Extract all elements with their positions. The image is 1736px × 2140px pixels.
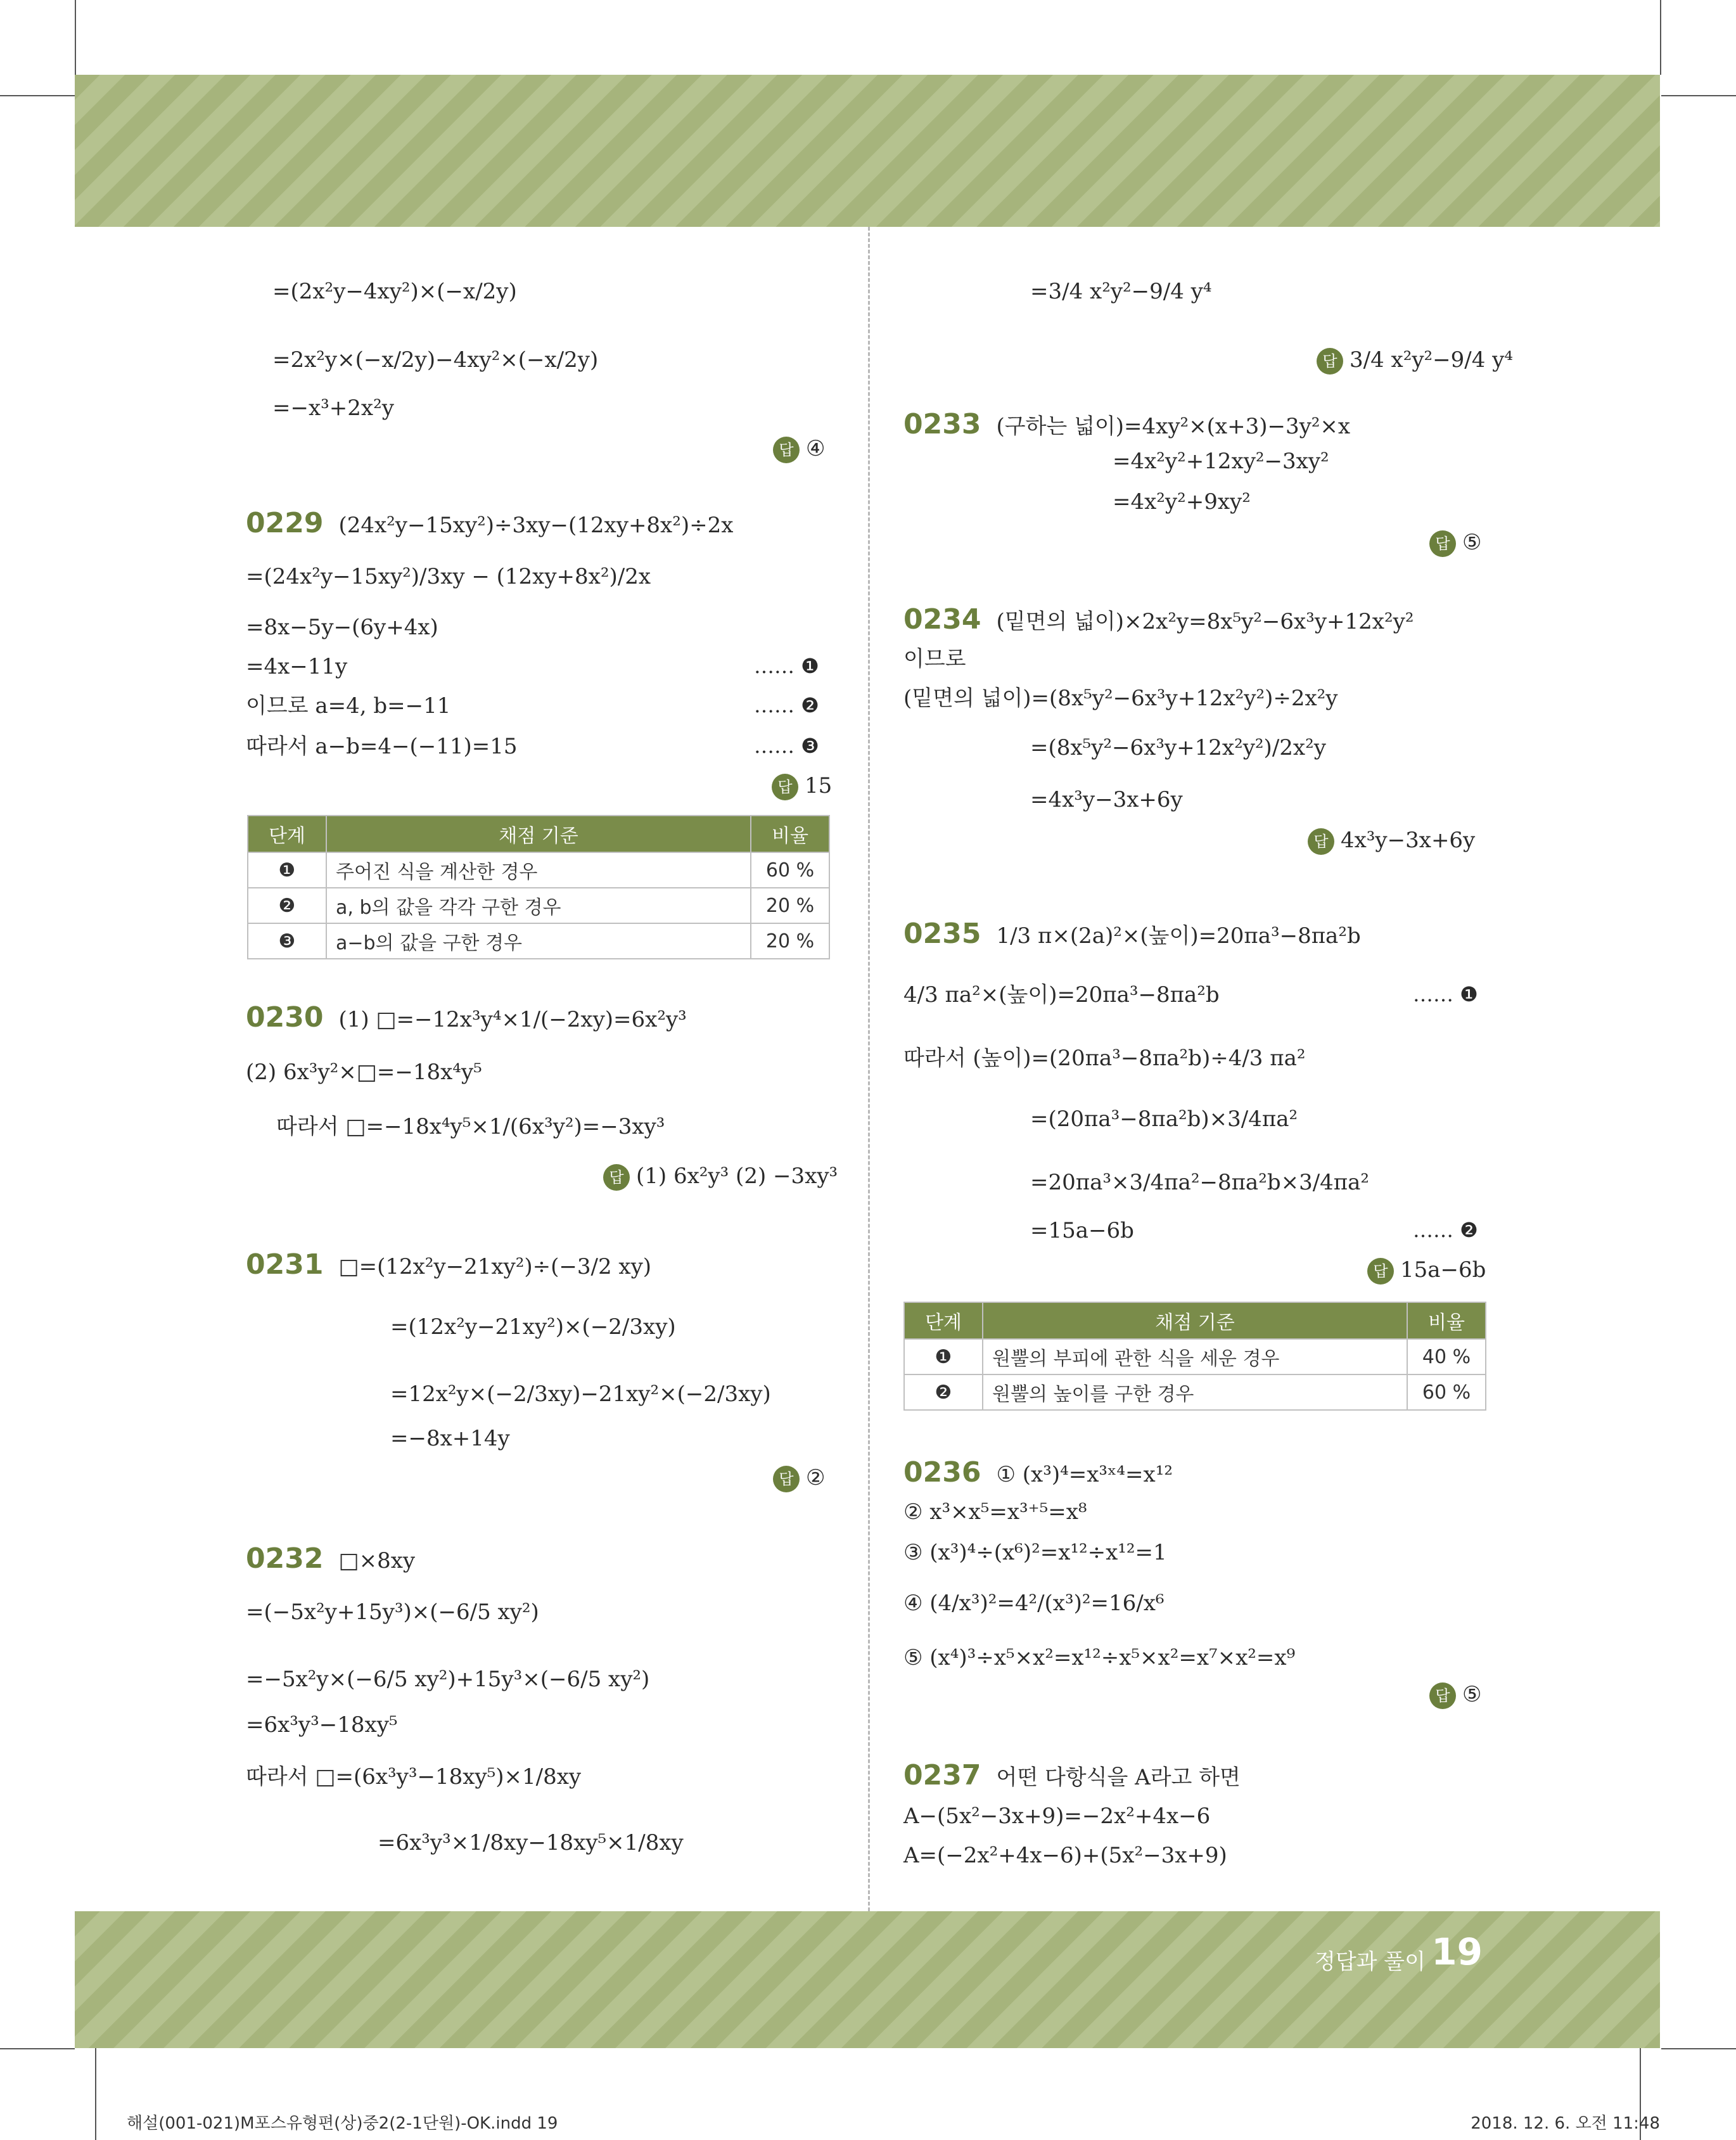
answer-value: ⑤: [1462, 530, 1482, 555]
math-line: □=(12x²y−21xy²)÷(−3/2 xy): [338, 1254, 652, 1279]
step-marker: …… ❶: [1413, 982, 1478, 1006]
math-line: 1/3 π×(2a)²×(높이)=20πa³−8πa²b: [996, 923, 1361, 949]
answer-badge: 답: [1308, 828, 1334, 855]
table-header: 비율: [1407, 1302, 1486, 1339]
answer-badge: 답: [1367, 1258, 1394, 1285]
math-line: ② x³×x⁵=x³⁺⁵=x⁸: [903, 1499, 1087, 1525]
answer-badge: 답: [772, 774, 798, 800]
math-line: (24x²y−15xy²)÷3xy−(12xy+8x²)÷2x: [338, 513, 734, 538]
crop-mark: [1661, 2048, 1736, 2049]
table-header: 비율: [751, 816, 829, 852]
math-line: =6x³y³−18xy⁵: [246, 1712, 398, 1738]
math-line: 따라서 □=−18x⁴y⁵×1/(6x³y²)=−3xy³: [276, 1114, 665, 1139]
problem-0232: [246, 1542, 416, 1575]
table-cell: 20 %: [751, 923, 829, 959]
math-line: 따라서 □=(6x³y³−18xy⁵)×1/8xy: [246, 1764, 582, 1790]
table-header: 단계: [248, 816, 326, 852]
math-line: 따라서 (높이)=(20πa³−8πa²b)÷4/3 πa²: [903, 1046, 1306, 1071]
math-line: =(12x²y−21xy²)×(−2/3xy): [390, 1314, 676, 1340]
table-cell: 60 %: [751, 852, 829, 888]
table-cell: ❸: [248, 923, 326, 959]
crop-mark: [95, 2048, 96, 2140]
answer-badge: 답: [1317, 348, 1343, 375]
answer: [1429, 1682, 1481, 1709]
table-cell: 40 %: [1407, 1339, 1486, 1374]
table-row: [248, 888, 829, 923]
problem-number: 0230: [246, 1001, 324, 1034]
math-line: =(2x²y−4xy²)×(−x/2y): [272, 279, 517, 304]
math-line: □×8xy: [338, 1548, 416, 1573]
math-line: =2x²y×(−x/2y)−4xy²×(−x/2y): [272, 347, 599, 373]
problem-number: 0234: [903, 603, 981, 636]
answer-badge: 답: [603, 1164, 630, 1191]
math-line: =−x³+2x²y: [272, 395, 394, 421]
footer-band: [75, 1911, 1660, 2048]
math-line: (2) 6x³y²×□=−18x⁴y⁵: [246, 1060, 482, 1085]
math-line: 이므로 a=4, b=−11: [246, 693, 451, 719]
problem-0233: [903, 408, 1351, 440]
problem-number: 0237: [903, 1759, 981, 1791]
problem-0234: [903, 603, 1414, 636]
answer: [773, 436, 825, 463]
math-line: =4x−11y: [246, 654, 348, 679]
grading-table: [247, 815, 830, 959]
slug-right: 2018. 12. 6. 오전 11:48: [1471, 2114, 1660, 2133]
table-header: 단계: [904, 1302, 983, 1339]
math-line: 따라서 a−b=4−(−11)=15: [246, 734, 518, 759]
table-row: [248, 923, 829, 959]
answer: [772, 773, 832, 800]
problem-0236: [903, 1456, 1173, 1489]
answer-value: 15: [805, 773, 833, 798]
crop-mark: [75, 0, 76, 75]
column-divider: [868, 227, 870, 1911]
table-header: 채점 기준: [983, 1302, 1407, 1339]
table-row: [248, 852, 829, 888]
math-line: A=(−2x²+4x−6)+(5x²−3x+9): [903, 1843, 1227, 1868]
math-line: (1) □=−12x³y⁴×1/(−2xy)=6x²y³: [338, 1007, 687, 1032]
problem-number: 0233: [903, 408, 981, 440]
crop-mark: [1661, 95, 1736, 96]
table-cell: ❷: [904, 1374, 983, 1410]
slug-left: 해설(001-021)M포스유형편(상)중2(2-1단원)-OK.indd 19: [127, 2114, 558, 2133]
page-number: 19: [1431, 1930, 1483, 1973]
math-line: =4x³y−3x+6y: [1030, 787, 1183, 812]
answer: [1367, 1257, 1486, 1285]
footer-label: 정답과 풀이: [1314, 1949, 1426, 1975]
answer-value: 3/4 x²y²−9/4 y⁴: [1350, 347, 1514, 373]
crop-mark: [0, 95, 75, 96]
math-line: =4x²y²+9xy²: [1113, 489, 1251, 515]
math-line: =(20πa³−8πa²b)×3/4πa²: [1030, 1106, 1298, 1132]
problem-number: 0236: [903, 1456, 981, 1489]
answer-value: 15a−6b: [1400, 1257, 1486, 1283]
math-line: =3/4 x²y²−9/4 y⁴: [1030, 279, 1212, 304]
step-marker: …… ❷: [754, 693, 819, 717]
math-line: =(8x⁵y²−6x³y+12x²y²)/2x²y: [1030, 735, 1326, 760]
problem-0229: [246, 507, 734, 539]
answer-value: ②: [806, 1465, 826, 1490]
problem-number: 0231: [246, 1248, 324, 1281]
math-line: ⑤ (x⁴)³÷x⁵×x²=x¹²÷x⁵×x²=x⁷×x²=x⁹: [903, 1645, 1296, 1670]
math-line: =20πa³×3/4πa²−8πa²b×3/4πa²: [1030, 1170, 1370, 1195]
math-line: =4x²y²+12xy²−3xy²: [1113, 449, 1329, 474]
answer: [1317, 347, 1513, 375]
answer: [1429, 530, 1481, 557]
math-line: =(24x²y−15xy²)/3xy − (12xy+8x²)/2x: [246, 564, 651, 589]
answer: [1308, 828, 1475, 855]
answer-value: ④: [806, 436, 826, 461]
answer-badge: 답: [1429, 530, 1456, 557]
table-header-row: [904, 1302, 1486, 1339]
math-line: =6x³y³×1/8xy−18xy⁵×1/8xy: [378, 1830, 684, 1855]
problem-number: 0229: [246, 507, 324, 539]
answer: [603, 1163, 838, 1191]
math-line: =15a−6b: [1030, 1218, 1134, 1243]
math-line: =(−5x²y+15y³)×(−6/5 xy²): [246, 1599, 539, 1625]
step-marker: …… ❷: [1413, 1218, 1478, 1242]
problem-0237: [903, 1759, 1241, 1791]
table-row: [904, 1339, 1486, 1374]
crop-mark: [0, 2048, 75, 2049]
math-line: =12x²y×(−2/3xy)−21xy²×(−2/3xy): [390, 1381, 771, 1407]
answer-badge: 답: [773, 1466, 800, 1492]
answer: [773, 1465, 825, 1492]
table-cell: 20 %: [751, 888, 829, 923]
math-line: 어떤 다항식을 A라고 하면: [996, 1765, 1241, 1790]
math-line: 이므로: [903, 646, 966, 672]
table-row: [904, 1374, 1486, 1410]
grading-table: [903, 1302, 1486, 1411]
table-cell: ❷: [248, 888, 326, 923]
math-line: (밑면의 넓이)=(8x⁵y²−6x³y+12x²y²)÷2x²y: [903, 686, 1338, 711]
problem-0230: [246, 1001, 687, 1034]
problem-0231: [246, 1248, 652, 1281]
answer-badge: 답: [1429, 1682, 1456, 1709]
table-cell: a, b의 값을 각각 구한 경우: [326, 888, 751, 923]
problem-number: 0235: [903, 918, 981, 950]
math-line: =−8x+14y: [390, 1426, 510, 1451]
table-cell: ❶: [904, 1339, 983, 1374]
table-cell: a−b의 값을 구한 경우: [326, 923, 751, 959]
math-line: (구하는 넓이)=4xy²×(x+3)−3y²×x: [996, 414, 1351, 439]
step-marker: …… ❸: [754, 734, 819, 758]
math-line: (밑면의 넓이)×2x²y=8x⁵y²−6x³y+12x²y²: [996, 609, 1414, 634]
table-cell: 원뿔의 높이를 구한 경우: [983, 1374, 1407, 1410]
problem-number: 0232: [246, 1542, 324, 1575]
answer-badge: 답: [773, 437, 800, 463]
answer-value: (1) 6x²y³ (2) −3xy³: [636, 1163, 838, 1189]
answer-value: ⑤: [1462, 1682, 1482, 1707]
table-cell: 원뿔의 부피에 관한 식을 세운 경우: [983, 1339, 1407, 1374]
math-line: A−(5x²−3x+9)=−2x²+4x−6: [903, 1804, 1211, 1829]
crop-mark: [1660, 0, 1661, 75]
math-line: =8x−5y−(6y+4x): [246, 615, 438, 640]
math-line: =−5x²y×(−6/5 xy²)+15y³×(−6/5 xy²): [246, 1667, 650, 1692]
math-line: 4/3 πa²×(높이)=20πa³−8πa²b: [903, 982, 1220, 1008]
step-marker: …… ❶: [754, 654, 819, 678]
table-cell: 60 %: [1407, 1374, 1486, 1410]
math-line: ① (x³)⁴=x³ˣ⁴=x¹²: [996, 1462, 1173, 1487]
table-header-row: [248, 816, 829, 852]
problem-0235: [903, 918, 1361, 950]
table-cell: 주어진 식을 계산한 경우: [326, 852, 751, 888]
table-header: 채점 기준: [326, 816, 751, 852]
table-cell: ❶: [248, 852, 326, 888]
header-band: [75, 75, 1660, 227]
answer-value: 4x³y−3x+6y: [1341, 828, 1476, 853]
math-line: ④ (4/x³)²=4²/(x³)²=16/x⁶: [903, 1591, 1165, 1616]
math-line: ③ (x³)⁴÷(x⁶)²=x¹²÷x¹²=1: [903, 1540, 1167, 1565]
